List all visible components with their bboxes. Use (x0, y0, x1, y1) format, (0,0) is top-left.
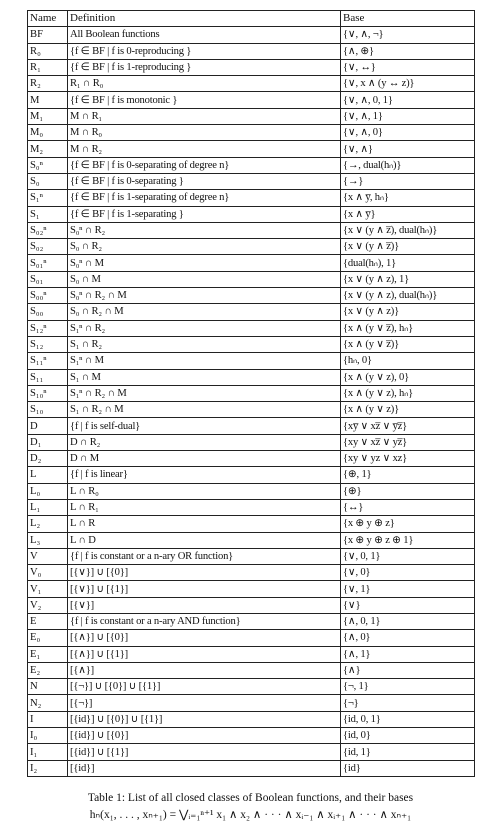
table-row (28, 255, 475, 271)
header-base: Base (341, 11, 475, 27)
base-cell: {x ∨ (y ∧ z)} (341, 304, 475, 320)
definition-cell: D ∩ R₂ (68, 434, 341, 450)
header-definition: Definition (68, 11, 341, 27)
table-row (28, 320, 475, 336)
class-name-cell: S₀₁ (28, 271, 68, 287)
base-cell: {∧, ⊕} (341, 43, 475, 59)
definition-cell: {f ∈ BF | f is 0-separating } (68, 173, 341, 189)
base-cell: {id, 0, 1} (341, 711, 475, 727)
class-name-cell: N (28, 679, 68, 695)
definition-cell: M ∩ R₁ (68, 108, 341, 124)
base-cell: {∨, 0, 1} (341, 548, 475, 564)
base-cell: {∧} (341, 662, 475, 678)
class-name-cell: S₁ (28, 206, 68, 222)
base-cell: {xy ∨ xz̅ ∨ yz̅} (341, 434, 475, 450)
definition-cell: S₁ⁿ ∩ M (68, 353, 341, 369)
base-cell: {¬} (341, 695, 475, 711)
base-cell: {x ∧ (y ∨ z)} (341, 402, 475, 418)
class-name-cell: I (28, 711, 68, 727)
class-name-cell: S₁₁ (28, 369, 68, 385)
table-row (28, 695, 475, 711)
definition-cell: S₁ ∩ M (68, 369, 341, 385)
definition-cell: {f ∈ BF | f is monotonic } (68, 92, 341, 108)
base-cell: {x ∨ (y ∧ z̅)} (341, 239, 475, 255)
base-cell: {x ∧ y̅, hₙ} (341, 190, 475, 206)
table-row (28, 597, 475, 613)
table-row (28, 141, 475, 157)
caption-line-1: Table 1: List of all closed classes of Boolean functions, and their bases (87, 792, 414, 804)
table-row (28, 43, 475, 59)
table-row (28, 206, 475, 222)
header-name: Name (28, 11, 68, 27)
class-name-cell: L (28, 467, 68, 483)
definition-cell: S₀ⁿ ∩ M (68, 255, 341, 271)
base-cell: {x ∧ (y ∨ z̅)} (341, 336, 475, 352)
definition-cell: [{¬}] ∪ [{0}] ∪ [{1}] (68, 679, 341, 695)
definition-cell: {f ∈ BF | f is 1-reproducing } (68, 59, 341, 75)
base-cell: {x ∧ (y ∨ z̅), hₙ} (341, 320, 475, 336)
definition-cell: S₀ ∩ M (68, 271, 341, 287)
table-row (28, 483, 475, 499)
base-cell: {x ∨ (y ∧ z), dual(hₙ)} (341, 288, 475, 304)
table-row (28, 385, 475, 401)
class-name-cell: M (28, 92, 68, 108)
base-cell: {∨, 1} (341, 581, 475, 597)
base-cell: {xy̅ ∨ xz̅ ∨ y̅z̅} (341, 418, 475, 434)
class-name-cell: I₀ (28, 728, 68, 744)
definition-cell: D ∩ M (68, 451, 341, 467)
table-row (28, 565, 475, 581)
definition-cell: {f | f is linear} (68, 467, 341, 483)
table-row (28, 434, 475, 450)
table-row (28, 288, 475, 304)
base-cell: {dual(hₙ), 1} (341, 255, 475, 271)
base-cell: {x ∨ (y ∧ z), 1} (341, 271, 475, 287)
table-row (28, 679, 475, 695)
table-row (28, 418, 475, 434)
base-cell: {∨, ↔} (341, 59, 475, 75)
base-cell: {id, 0} (341, 728, 475, 744)
definition-cell: S₁ ∩ R₂ ∩ M (68, 402, 341, 418)
definition-cell: [{∨}] (68, 597, 341, 613)
class-name-cell: S₀₂ (28, 239, 68, 255)
table-row (28, 532, 475, 548)
definition-cell: L ∩ D (68, 532, 341, 548)
table-row (28, 760, 475, 776)
table-row (28, 108, 475, 124)
class-name-cell: I₁ (28, 744, 68, 760)
table-row (28, 271, 475, 287)
class-name-cell: S₁₂ (28, 336, 68, 352)
class-name-cell: D₁ (28, 434, 68, 450)
base-cell: {hₙ, 0} (341, 353, 475, 369)
class-name-cell: S₀₀ (28, 304, 68, 320)
class-name-cell: E₂ (28, 662, 68, 678)
definition-cell: [{∨}] ∪ [{1}] (68, 581, 341, 597)
table-row (28, 304, 475, 320)
class-name-cell: D₂ (28, 451, 68, 467)
base-cell: {id} (341, 760, 475, 776)
table-row (28, 239, 475, 255)
definition-cell: S₁ⁿ ∩ R₂ (68, 320, 341, 336)
class-name-cell: V₀ (28, 565, 68, 581)
definition-cell: S₀ⁿ ∩ R₂ (68, 222, 341, 238)
table-row (28, 451, 475, 467)
definition-cell: L ∩ R₁ (68, 499, 341, 515)
definition-cell: R₁ ∩ R₀ (68, 76, 341, 92)
table-row (28, 369, 475, 385)
class-name-cell: V (28, 548, 68, 564)
base-cell: {∨, ∧, ¬} (341, 27, 475, 43)
definition-cell: S₁ ∩ R₂ (68, 336, 341, 352)
base-cell: {x ∧ (y ∨ z), hₙ} (341, 385, 475, 401)
table-row (28, 548, 475, 564)
base-cell: {∨, ∧} (341, 141, 475, 157)
class-name-cell: S₀₁ⁿ (28, 255, 68, 271)
table-row (28, 613, 475, 629)
definition-cell: All Boolean functions (68, 27, 341, 43)
definition-cell: M ∩ R₀ (68, 125, 341, 141)
class-name-cell: S₁ⁿ (28, 190, 68, 206)
table-row (28, 125, 475, 141)
base-cell: {→} (341, 173, 475, 189)
base-cell: {∨, x ∧ (y ↔ z)} (341, 76, 475, 92)
base-cell: {∨, ∧, 0} (341, 125, 475, 141)
base-cell: {→, dual(hₙ)} (341, 157, 475, 173)
table-body (28, 27, 475, 777)
table-row (28, 157, 475, 173)
base-cell: {xy ∨ yz ∨ xz} (341, 451, 475, 467)
definition-cell: [{∧}] ∪ [{0}] (68, 630, 341, 646)
table-row (28, 76, 475, 92)
class-name-cell: E₀ (28, 630, 68, 646)
base-cell: {∧, 0} (341, 630, 475, 646)
definition-cell: [{∨}] ∪ [{0}] (68, 565, 341, 581)
class-name-cell: M₀ (28, 125, 68, 141)
base-cell: {↔} (341, 499, 475, 515)
table-row (28, 353, 475, 369)
base-cell: {⊕} (341, 483, 475, 499)
table-caption (0, 790, 501, 824)
definition-cell: [{∧}] (68, 662, 341, 678)
definition-cell: S₀ ∩ R₂ ∩ M (68, 304, 341, 320)
class-name-cell: L₁ (28, 499, 68, 515)
table-row (28, 467, 475, 483)
class-name-cell: BF (28, 27, 68, 43)
base-cell: {⊕, 1} (341, 467, 475, 483)
table-row (28, 336, 475, 352)
definition-cell: L ∩ R₀ (68, 483, 341, 499)
base-cell: {x ∨ (y ∧ z̅), dual(hₙ)} (341, 222, 475, 238)
definition-cell: [{∧}] ∪ [{1}] (68, 646, 341, 662)
definition-cell: {f ∈ BF | f is 0-separating of degree n} (68, 157, 341, 173)
class-name-cell: S₁₂ⁿ (28, 320, 68, 336)
definition-cell: [{id}] (68, 760, 341, 776)
class-name-cell: L₂ (28, 516, 68, 532)
definition-cell: {f ∈ BF | f is 1-separating of degree n} (68, 190, 341, 206)
class-name-cell: S₁₁ⁿ (28, 353, 68, 369)
base-cell: {∨, 0} (341, 565, 475, 581)
table-row (28, 27, 475, 43)
base-cell: {∨, ∧, 1} (341, 108, 475, 124)
definition-cell: [{¬}] (68, 695, 341, 711)
table-header-row (28, 11, 475, 27)
definition-cell: {f ∈ BF | f is 1-separating } (68, 206, 341, 222)
base-cell: {∧, 1} (341, 646, 475, 662)
class-name-cell: R₁ (28, 59, 68, 75)
table-row (28, 711, 475, 727)
class-name-cell: V₁ (28, 581, 68, 597)
class-name-cell: E₁ (28, 646, 68, 662)
table-row (28, 744, 475, 760)
boolean-classes-table (27, 10, 475, 777)
definition-cell: [{id}] ∪ [{0}] (68, 728, 341, 744)
table-row (28, 499, 475, 515)
class-name-cell: S₀ (28, 173, 68, 189)
class-name-cell: D (28, 418, 68, 434)
table-row (28, 92, 475, 108)
class-name-cell: M₁ (28, 108, 68, 124)
base-cell: {∨, ∧, 0, 1} (341, 92, 475, 108)
definition-cell: M ∩ R₂ (68, 141, 341, 157)
base-cell: {∧, 0, 1} (341, 613, 475, 629)
base-cell: {x ⊕ y ⊕ z ⊕ 1} (341, 532, 475, 548)
table-row (28, 630, 475, 646)
caption-line-2: hₙ(x₁, . . . , xₙ₊₁) = ⋁ᵢ₌₁ⁿ⁺¹ x₁ ∧ x₂ ∧ · · · ∧ xᵢ₋₁ ∧ xᵢ₊₁ ∧ · · · ∧ xₙ₊₁ (89, 809, 412, 821)
table-row (28, 646, 475, 662)
table-row (28, 222, 475, 238)
base-cell: {∨} (341, 597, 475, 613)
definition-cell: L ∩ R (68, 516, 341, 532)
class-name-cell: L₃ (28, 532, 68, 548)
definition-cell: S₀ⁿ ∩ R₂ ∩ M (68, 288, 341, 304)
base-cell: {x ⊕ y ⊕ z} (341, 516, 475, 532)
page (27, 10, 474, 777)
definition-cell: S₁ⁿ ∩ R₂ ∩ M (68, 385, 341, 401)
definition-cell: {f | f is constant or a n-ary AND function} (68, 613, 341, 629)
table-row (28, 402, 475, 418)
table-row (28, 190, 475, 206)
definition-cell: {f ∈ BF | f is 0-reproducing } (68, 43, 341, 59)
definition-cell: {f | f is constant or a n-ary OR function} (68, 548, 341, 564)
table-row (28, 516, 475, 532)
table-row (28, 581, 475, 597)
definition-cell: {f | f is self-dual} (68, 418, 341, 434)
class-name-cell: V₂ (28, 597, 68, 613)
table-row (28, 728, 475, 744)
base-cell: {x ∧ (y ∨ z), 0} (341, 369, 475, 385)
class-name-cell: N₂ (28, 695, 68, 711)
definition-cell: S₀ ∩ R₂ (68, 239, 341, 255)
class-name-cell: R₀ (28, 43, 68, 59)
class-name-cell: S₀₂ⁿ (28, 222, 68, 238)
table-row (28, 662, 475, 678)
class-name-cell: S₀₀ⁿ (28, 288, 68, 304)
class-name-cell: L₀ (28, 483, 68, 499)
class-name-cell: S₁₀ (28, 402, 68, 418)
class-name-cell: E (28, 613, 68, 629)
table-row (28, 59, 475, 75)
class-name-cell: R₂ (28, 76, 68, 92)
base-cell: {x ∧ y̅} (341, 206, 475, 222)
class-name-cell: S₀ⁿ (28, 157, 68, 173)
base-cell: {¬, 1} (341, 679, 475, 695)
definition-cell: [{id}] ∪ [{1}] (68, 744, 341, 760)
table-row (28, 173, 475, 189)
class-name-cell: S₁₀ⁿ (28, 385, 68, 401)
class-name-cell: I₂ (28, 760, 68, 776)
class-name-cell: M₂ (28, 141, 68, 157)
base-cell: {id, 1} (341, 744, 475, 760)
definition-cell: [{id}] ∪ [{0}] ∪ [{1}] (68, 711, 341, 727)
